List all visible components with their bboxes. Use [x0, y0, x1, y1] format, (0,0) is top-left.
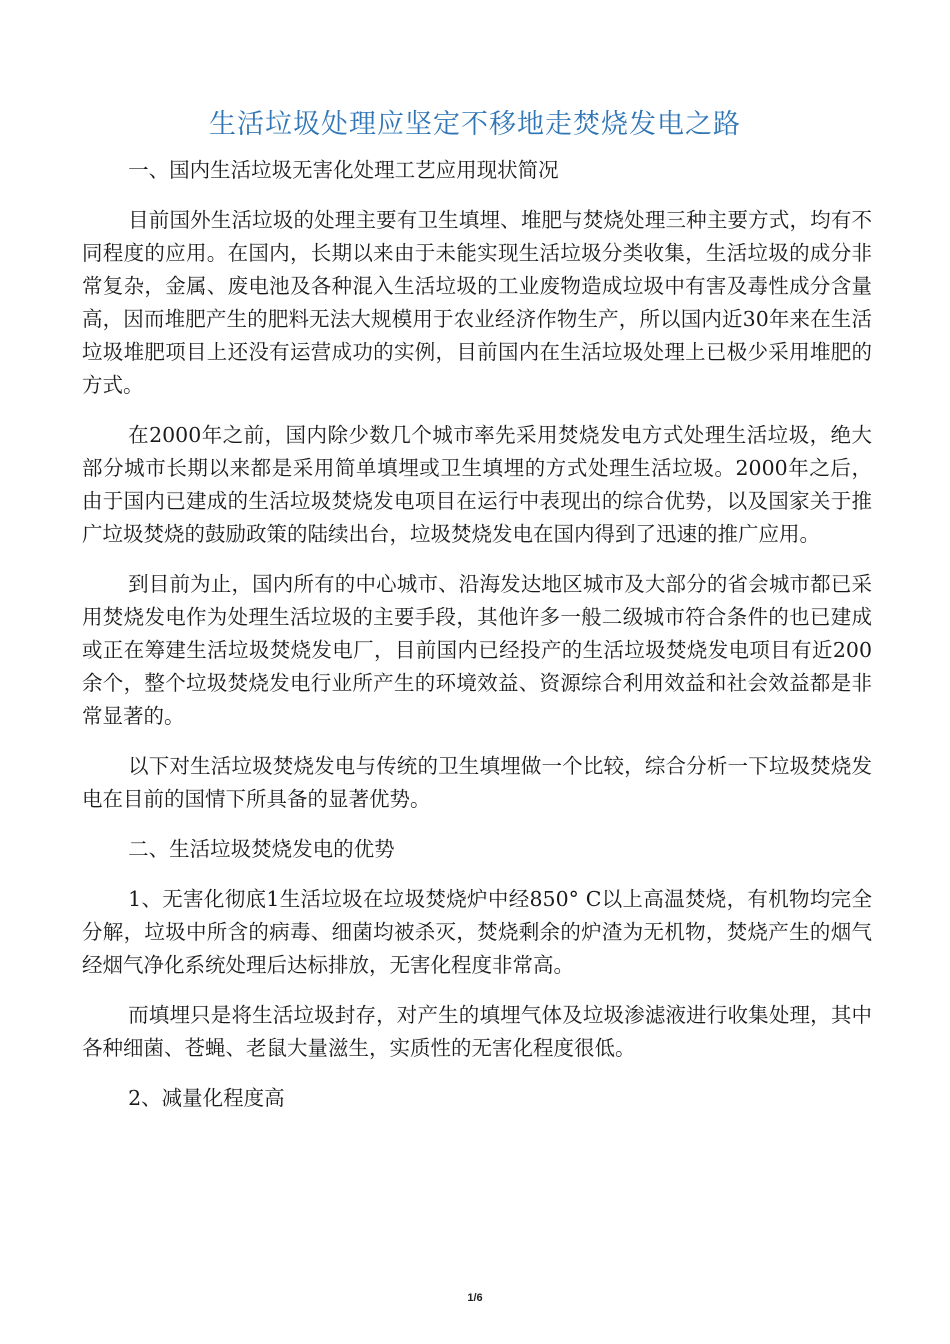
body-paragraph: 以下对生活垃圾焚烧发电与传统的卫生填埋做一个比较，综合分析一下垃圾焚烧发电在目前的国情下所具备的显著优势。 — [82, 754, 872, 811]
section-heading: 一、国内生活垃圾无害化处理工艺应用现状简况 — [128, 158, 559, 182]
body-paragraph: 1、无害化彻底1生活垃圾在垃圾焚烧炉中经850° C以上高温焚烧，有机物均完全分解，垃圾中所含的病毒、细菌均被杀灭，焚烧剩余的炉渣为无机物，焚烧产生的烟气经烟气净化系统处理后达标排放，无害化程度非常高。 — [82, 887, 872, 977]
body-paragraph: 目前国外生活垃圾的处理主要有卫生填埋、堆肥与焚烧处理三种主要方式，均有不同程度的应用。在国内，长期以来由于未能实现生活垃圾分类收集，生活垃圾的成分非常复杂，金属、废电池及各种混入生活垃圾的工业废物造成垃圾中有害及毒性成分含量高，因而堆肥产生的肥料无法大规模用于农业经济作物生产，所以国内近30年来在生活垃圾堆肥项目上还没有运营成功的实例，目前国内在生活垃圾处理上已极少采用堆肥的方式。 — [82, 208, 872, 397]
section-heading: 二、生活垃圾焚烧发电的优势 — [128, 837, 395, 861]
body-paragraph: 在2000年之前，国内除少数几个城市率先采用焚烧发电方式处理生活垃圾，绝大部分城市长期以来都是采用简单填埋或卫生填埋的方式处理生活垃圾。2000年之后，由于国内已建成的生活垃圾焚烧发电项目在运行中表现出的综合优势，以及国家关于推广垃圾焚烧的鼓励政策的陆续出台，垃圾焚烧发电在国内得到了迅速的推广应用。 — [82, 423, 872, 546]
document-body — [82, 154, 872, 1132]
subsection-heading: 2、减量化程度高 — [128, 1086, 285, 1110]
body-paragraph: 到目前为止，国内所有的中心城市、沿海发达地区城市及大部分的省会城市都已采用焚烧发电作为处理生活垃圾的主要手段，其他许多一般二级城市符合条件的也已建成或正在筹建生活垃圾焚烧发电厂，目前国内已经投产的生活垃圾焚烧发电项目有近200余个，整个垃圾焚烧发电行业所产生的环境效益、资源综合利用效益和社会效益都是非常显著的。 — [82, 572, 872, 728]
page-number: 1/6 — [467, 1292, 483, 1304]
body-paragraph: 而填埋只是将生活垃圾封存，对产生的填埋气体及垃圾渗滤液进行收集处理，其中各种细菌、苍蝇、老鼠大量滋生，实质性的无害化程度很低。 — [82, 1003, 872, 1060]
document-title: 生活垃圾处理应坚定不移地走焚烧发电之路 — [209, 109, 741, 140]
